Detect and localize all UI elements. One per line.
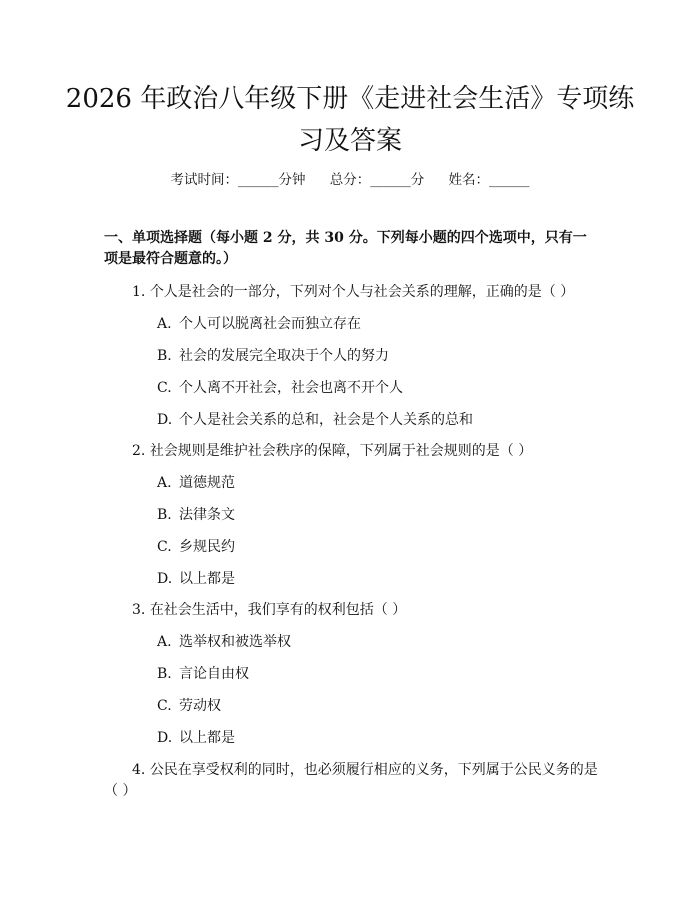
question-1-option-d: D. 个人是社会关系的总和，社会是个人关系的总和: [157, 412, 473, 428]
question-2-option-a: A. 道德规范: [157, 475, 235, 491]
student-name-field: 姓名：______: [448, 172, 530, 188]
exam-time-field: 考试时间：______分钟: [170, 172, 306, 188]
question-4: [104, 760, 598, 802]
question-3-option-d: D. 以上都是: [157, 730, 235, 746]
question-1: [132, 282, 598, 303]
question-3: [132, 600, 598, 621]
question-text: 社会规则是维护社会秩序的保障，下列属于社会规则的是（ ）: [149, 443, 533, 459]
question-number: 2.: [132, 443, 146, 459]
question-2-option-d: D. 以上都是: [157, 571, 235, 587]
question-3-option-c: C. 劳动权: [157, 698, 221, 714]
document-title: 2026 年政治八年级下册《走进社会生活》专项练习及答案: [65, 84, 635, 156]
question-text: 个人是社会的一部分，下列对个人与社会关系的理解，正确的是（ ）: [149, 284, 575, 300]
question-1-option-c: C. 个人离不开社会，社会也离不开个人: [157, 380, 403, 396]
question-3-option-b: B. 言论自由权: [157, 666, 249, 682]
question-1-option-b: B. 社会的发展完全取决于个人的努力: [157, 348, 389, 364]
question-3-option-a: A. 选举权和被选举权: [157, 634, 291, 650]
question-text: 在社会生活中，我们享有的权利包括（ ）: [149, 602, 407, 618]
question-number: 4.: [132, 762, 146, 778]
question-text: 公民在享受权利的同时，也必须履行相应的义务，下列属于公民义务的是（ ）: [104, 762, 598, 799]
exam-info-line: [0, 168, 700, 188]
section-heading-single-choice: 一、单项选择题（每小题 2 分，共 30 分。下列每小题的四个选项中，只有一项是最符合题意的。）: [104, 230, 587, 267]
question-2-option-c: C. 乡规民约: [157, 539, 235, 555]
question-2: [132, 441, 598, 462]
question-number: 1.: [132, 284, 146, 300]
question-1-option-a: A. 个人可以脱离社会而独立存在: [157, 316, 361, 332]
question-number: 3.: [132, 602, 146, 618]
question-2-option-b: B. 法律条文: [157, 507, 235, 523]
total-score-field: 总分：______分: [329, 172, 425, 188]
